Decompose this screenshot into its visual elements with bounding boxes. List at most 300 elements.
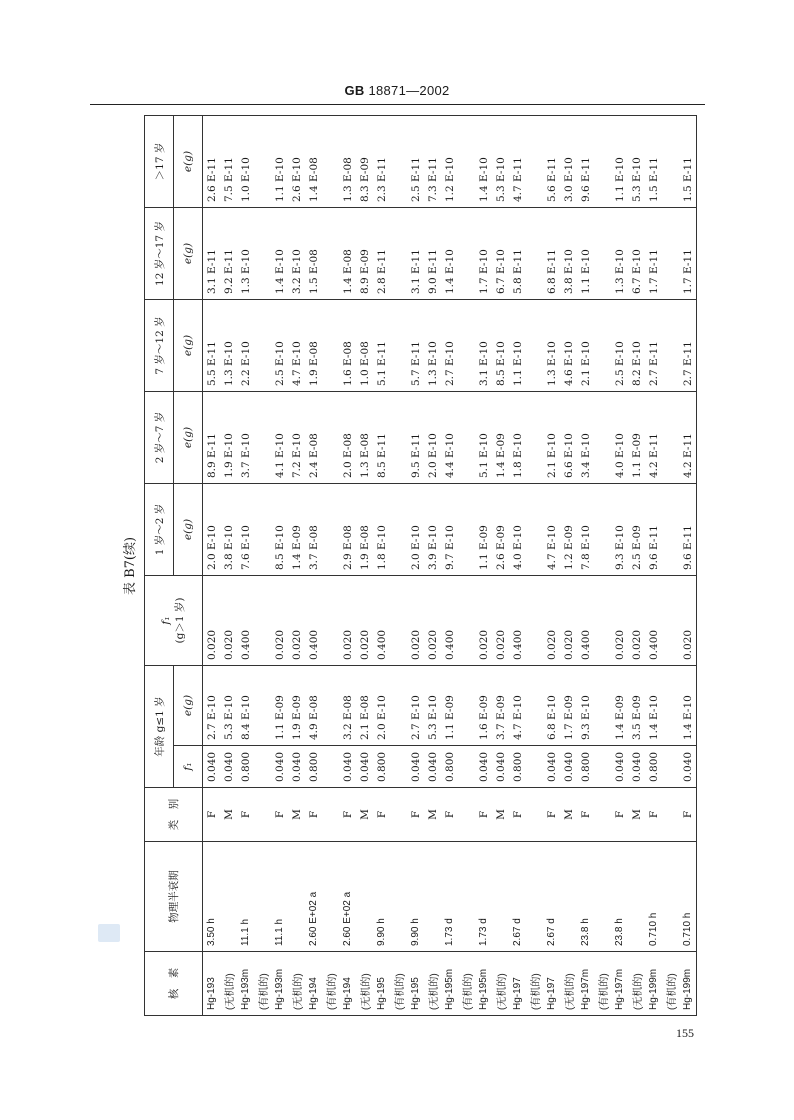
cell-nuclide: (有机的) — [526, 952, 543, 1016]
cell-f1: 0.040 — [203, 746, 221, 788]
cell-nuclide: (有机的) — [662, 952, 679, 1016]
cell-e-age-12-17 — [594, 208, 611, 300]
cell-e-age-2-7: 4.2 E-11 — [645, 392, 662, 484]
header-age-1-2: 1 岁～2 岁 — [145, 484, 174, 576]
cell-e-age-7-12: 2.1 E-10 — [577, 300, 594, 392]
table-row — [594, 116, 611, 1016]
cell-nuclide: (无机的) — [628, 952, 645, 1016]
cell-e-age-1-2 — [594, 484, 611, 576]
cell-half-life — [560, 842, 577, 952]
table-row — [679, 116, 697, 1016]
cell-e-age-1-2: 7.6 E-10 — [237, 484, 254, 576]
cell-e-age-2-7: 8.9 E-11 — [203, 392, 221, 484]
table-body — [203, 116, 697, 1016]
cell-e-age-1-2: 2.5 E-09 — [628, 484, 645, 576]
cell-nuclide: (无机的) — [220, 952, 237, 1016]
cell-half-life — [424, 842, 441, 952]
cell-e-age-12-17: 3.1 E-11 — [203, 208, 221, 300]
table-row — [475, 116, 492, 1016]
standard-code-number: 18871—2002 — [368, 83, 450, 98]
cell-e-age-12-17: 2.8 E-11 — [373, 208, 390, 300]
table-row — [203, 116, 221, 1016]
header-nuclide: 核 素 — [145, 952, 203, 1016]
cell-e-age-gt17: 2.6 E-11 — [203, 116, 221, 208]
cell-f1: 0.040 — [628, 746, 645, 788]
cell-e-age-12-17: 1.3 E-10 — [611, 208, 628, 300]
cell-e-age-le1: 8.4 E-10 — [237, 666, 254, 746]
cell-nuclide: Hg-195m — [475, 952, 492, 1016]
cell-e-age-12-17: 6.7 E-10 — [492, 208, 509, 300]
cell-e-age-1-2: 1.9 E-08 — [356, 484, 373, 576]
cell-e-age-1-2: 1.1 E-09 — [475, 484, 492, 576]
cell-e-age-le1 — [526, 666, 543, 746]
cell-e-age-1-2: 2.6 E-09 — [492, 484, 509, 576]
table-row — [662, 116, 679, 1016]
cell-f1-gt1: 0.400 — [577, 576, 594, 666]
cell-e-age-2-7 — [458, 392, 475, 484]
cell-e-age-2-7: 4.4 E-10 — [441, 392, 458, 484]
cell-f1: 0.040 — [475, 746, 492, 788]
cell-f1-gt1 — [526, 576, 543, 666]
cell-e-age-2-7 — [526, 392, 543, 484]
header-row-1 — [145, 116, 174, 1016]
cell-class: F — [373, 788, 390, 842]
cell-e-age-1-2: 9.3 E-10 — [611, 484, 628, 576]
cell-e-age-gt17 — [322, 116, 339, 208]
cell-f1-gt1: 0.020 — [220, 576, 237, 666]
cell-e-age-12-17: 9.2 E-11 — [220, 208, 237, 300]
watermark-badge — [98, 924, 120, 942]
cell-e-age-12-17 — [254, 208, 271, 300]
cell-f1: 0.800 — [373, 746, 390, 788]
cell-e-age-2-7: 6.6 E-10 — [560, 392, 577, 484]
cell-class: F — [237, 788, 254, 842]
cell-nuclide: Hg-193m — [237, 952, 254, 1016]
cell-e-age-1-2: 7.8 E-10 — [577, 484, 594, 576]
cell-e-age-gt17: 5.6 E-11 — [543, 116, 560, 208]
cell-f1-gt1: 0.020 — [628, 576, 645, 666]
cell-class: F — [611, 788, 628, 842]
cell-e-age-2-7: 3.7 E-10 — [237, 392, 254, 484]
cell-nuclide: (无机的) — [560, 952, 577, 1016]
cell-e-age-7-12: 1.6 E-08 — [339, 300, 356, 392]
page-number: 155 — [676, 1026, 694, 1040]
cell-e-age-le1: 5.3 E-10 — [424, 666, 441, 746]
cell-e-age-2-7 — [322, 392, 339, 484]
cell-e-age-12-17: 1.4 E-08 — [339, 208, 356, 300]
cell-e-age-7-12: 1.0 E-08 — [356, 300, 373, 392]
cell-e-age-gt17: 2.6 E-10 — [288, 116, 305, 208]
cell-class: M — [492, 788, 509, 842]
cell-e-age-le1: 1.4 E-09 — [611, 666, 628, 746]
cell-e-age-1-2: 8.5 E-10 — [271, 484, 288, 576]
cell-e-age-12-17: 1.7 E-11 — [679, 208, 697, 300]
cell-e-age-7-12: 8.2 E-10 — [628, 300, 645, 392]
cell-e-age-2-7: 1.8 E-10 — [509, 392, 526, 484]
table-row — [458, 116, 475, 1016]
cell-e-age-12-17 — [526, 208, 543, 300]
cell-e-age-le1 — [662, 666, 679, 746]
cell-nuclide: (有机的) — [254, 952, 271, 1016]
table-row — [373, 116, 390, 1016]
cell-f1-gt1: 0.020 — [492, 576, 509, 666]
cell-half-life: 11.1 h — [271, 842, 288, 952]
standard-code-prefix: GB — [344, 83, 365, 98]
cell-e-age-12-17 — [662, 208, 679, 300]
cell-e-age-le1: 1.6 E-09 — [475, 666, 492, 746]
cell-class: F — [339, 788, 356, 842]
cell-half-life — [390, 842, 407, 952]
cell-e-age-gt17 — [254, 116, 271, 208]
header-eg-2: e(g) — [174, 392, 203, 484]
header-age-gt17: ＞17 岁 — [145, 116, 174, 208]
cell-e-age-1-2: 4.0 E-10 — [509, 484, 526, 576]
cell-nuclide: Hg-194 — [305, 952, 322, 1016]
cell-f1: 0.040 — [356, 746, 373, 788]
header-half-life: 物理半衰期 — [145, 842, 203, 952]
cell-nuclide: Hg-193m — [271, 952, 288, 1016]
cell-nuclide: Hg-193 — [203, 952, 221, 1016]
cell-e-age-2-7: 1.4 E-09 — [492, 392, 509, 484]
cell-e-age-le1: 1.7 E-09 — [560, 666, 577, 746]
cell-e-age-gt17: 1.5 E-11 — [679, 116, 697, 208]
cell-f1-gt1: 0.020 — [407, 576, 424, 666]
cell-nuclide: (有机的) — [322, 952, 339, 1016]
cell-e-age-2-7: 9.5 E-11 — [407, 392, 424, 484]
cell-half-life — [594, 842, 611, 952]
cell-f1: 0.800 — [577, 746, 594, 788]
cell-f1-gt1: 0.020 — [560, 576, 577, 666]
dose-coefficient-table — [144, 115, 697, 1016]
cell-e-age-le1 — [458, 666, 475, 746]
cell-f1-gt1: 0.020 — [543, 576, 560, 666]
cell-f1 — [526, 746, 543, 788]
cell-f1: 0.040 — [679, 746, 697, 788]
cell-e-age-gt17: 1.4 E-08 — [305, 116, 322, 208]
table-row — [492, 116, 509, 1016]
cell-f1: 0.040 — [271, 746, 288, 788]
cell-half-life: 2.60 E+02 a — [339, 842, 356, 952]
cell-half-life: 2.67 d — [543, 842, 560, 952]
cell-e-age-2-7: 5.1 E-10 — [475, 392, 492, 484]
cell-e-age-1-2 — [254, 484, 271, 576]
header-eg-4: e(g) — [174, 208, 203, 300]
cell-class — [322, 788, 339, 842]
cell-nuclide: (无机的) — [288, 952, 305, 1016]
cell-e-age-2-7: 8.5 E-11 — [373, 392, 390, 484]
rotated-table-frame — [118, 116, 694, 1016]
cell-e-age-gt17: 1.5 E-11 — [645, 116, 662, 208]
cell-e-age-gt17 — [594, 116, 611, 208]
cell-e-age-1-2 — [390, 484, 407, 576]
table-row — [543, 116, 560, 1016]
cell-half-life: 23.8 h — [577, 842, 594, 952]
cell-e-age-12-17: 5.8 E-11 — [509, 208, 526, 300]
cell-f1-gt1: 0.020 — [271, 576, 288, 666]
cell-e-age-7-12 — [322, 300, 339, 392]
cell-e-age-le1: 1.4 E-10 — [679, 666, 697, 746]
header-eg-1: e(g) — [174, 484, 203, 576]
cell-class: F — [645, 788, 662, 842]
cell-nuclide: Hg-197m — [577, 952, 594, 1016]
cell-nuclide: Hg-199m — [679, 952, 697, 1016]
cell-e-age-7-12: 4.6 E-10 — [560, 300, 577, 392]
table-row — [220, 116, 237, 1016]
cell-e-age-gt17 — [458, 116, 475, 208]
cell-e-age-le1: 2.0 E-10 — [373, 666, 390, 746]
standard-code — [0, 83, 794, 98]
table-row — [237, 116, 254, 1016]
cell-e-age-12-17: 1.3 E-10 — [237, 208, 254, 300]
cell-half-life — [220, 842, 237, 952]
cell-e-age-2-7: 1.3 E-08 — [356, 392, 373, 484]
cell-half-life: 23.8 h — [611, 842, 628, 952]
cell-e-age-1-2: 1.8 E-10 — [373, 484, 390, 576]
cell-e-age-le1: 5.3 E-10 — [220, 666, 237, 746]
cell-half-life — [662, 842, 679, 952]
cell-half-life: 11.1 h — [237, 842, 254, 952]
cell-nuclide: (有机的) — [458, 952, 475, 1016]
cell-e-age-7-12: 1.3 E-10 — [543, 300, 560, 392]
cell-nuclide: Hg-197 — [509, 952, 526, 1016]
cell-e-age-2-7: 1.1 E-09 — [628, 392, 645, 484]
cell-nuclide: Hg-199m — [645, 952, 662, 1016]
table-row — [356, 116, 373, 1016]
cell-e-age-gt17: 1.3 E-08 — [339, 116, 356, 208]
cell-f1-gt1: 0.400 — [237, 576, 254, 666]
cell-e-age-gt17: 4.7 E-11 — [509, 116, 526, 208]
table-row — [339, 116, 356, 1016]
cell-e-age-7-12: 2.7 E-11 — [645, 300, 662, 392]
cell-f1 — [322, 746, 339, 788]
cell-e-age-1-2: 9.7 E-10 — [441, 484, 458, 576]
cell-e-age-7-12: 2.7 E-10 — [441, 300, 458, 392]
cell-class: F — [441, 788, 458, 842]
cell-e-age-7-12: 1.9 E-08 — [305, 300, 322, 392]
cell-e-age-1-2 — [322, 484, 339, 576]
cell-class: F — [203, 788, 221, 842]
cell-e-age-le1: 1.9 E-09 — [288, 666, 305, 746]
cell-half-life: 9.90 h — [373, 842, 390, 952]
cell-nuclide: Hg-194 — [339, 952, 356, 1016]
cell-e-age-12-17: 1.1 E-10 — [577, 208, 594, 300]
cell-e-age-12-17: 1.4 E-10 — [271, 208, 288, 300]
cell-f1: 0.040 — [492, 746, 509, 788]
table-row — [271, 116, 288, 1016]
cell-nuclide: (有机的) — [594, 952, 611, 1016]
table-row — [424, 116, 441, 1016]
cell-e-age-le1: 4.9 E-08 — [305, 666, 322, 746]
cell-e-age-le1: 1.4 E-10 — [645, 666, 662, 746]
cell-e-age-le1: 1.1 E-09 — [441, 666, 458, 746]
cell-f1-gt1: 0.400 — [373, 576, 390, 666]
cell-f1-gt1: 0.400 — [645, 576, 662, 666]
cell-nuclide: (有机的) — [390, 952, 407, 1016]
cell-nuclide: (无机的) — [492, 952, 509, 1016]
cell-e-age-12-17: 6.8 E-11 — [543, 208, 560, 300]
cell-class: F — [407, 788, 424, 842]
cell-half-life: 2.67 d — [509, 842, 526, 952]
cell-nuclide: Hg-195 — [407, 952, 424, 1016]
cell-e-age-1-2: 1.4 E-09 — [288, 484, 305, 576]
table-row — [288, 116, 305, 1016]
header-age-7-12: 7 岁～12 岁 — [145, 300, 174, 392]
cell-half-life: 9.90 h — [407, 842, 424, 952]
cell-e-age-2-7 — [390, 392, 407, 484]
cell-class — [390, 788, 407, 842]
cell-e-age-2-7: 3.4 E-10 — [577, 392, 594, 484]
table-row — [407, 116, 424, 1016]
cell-class — [662, 788, 679, 842]
cell-e-age-7-12: 2.7 E-11 — [679, 300, 697, 392]
table-row — [254, 116, 271, 1016]
cell-e-age-1-2: 2.9 E-08 — [339, 484, 356, 576]
cell-e-age-1-2 — [458, 484, 475, 576]
cell-half-life — [492, 842, 509, 952]
cell-e-age-gt17: 7.3 E-11 — [424, 116, 441, 208]
cell-e-age-7-12: 1.1 E-10 — [509, 300, 526, 392]
cell-e-age-7-12: 1.3 E-10 — [220, 300, 237, 392]
cell-f1-gt1: 0.020 — [203, 576, 221, 666]
header-eg-5: e(g) — [174, 116, 203, 208]
cell-e-age-le1 — [254, 666, 271, 746]
cell-nuclide: Hg-197 — [543, 952, 560, 1016]
cell-e-age-gt17: 8.3 E-09 — [356, 116, 373, 208]
cell-e-age-gt17: 1.1 E-10 — [611, 116, 628, 208]
cell-e-age-le1: 3.5 E-09 — [628, 666, 645, 746]
cell-class: M — [356, 788, 373, 842]
cell-half-life — [288, 842, 305, 952]
cell-e-age-7-12: 2.5 E-10 — [611, 300, 628, 392]
cell-e-age-2-7: 4.2 E-11 — [679, 392, 697, 484]
cell-f1-gt1: 0.020 — [288, 576, 305, 666]
cell-half-life — [458, 842, 475, 952]
cell-e-age-12-17 — [322, 208, 339, 300]
cell-f1: 0.040 — [220, 746, 237, 788]
cell-e-age-gt17 — [526, 116, 543, 208]
table-row — [577, 116, 594, 1016]
cell-nuclide: Hg-197m — [611, 952, 628, 1016]
cell-e-age-7-12 — [254, 300, 271, 392]
table-row — [628, 116, 645, 1016]
cell-e-age-le1: 2.7 E-10 — [203, 666, 221, 746]
cell-e-age-2-7: 4.1 E-10 — [271, 392, 288, 484]
cell-e-age-7-12: 3.1 E-10 — [475, 300, 492, 392]
cell-e-age-gt17: 1.0 E-10 — [237, 116, 254, 208]
cell-e-age-le1: 9.3 E-10 — [577, 666, 594, 746]
table-row — [305, 116, 322, 1016]
rotated-table-container — [118, 116, 694, 1016]
cell-e-age-1-2 — [662, 484, 679, 576]
cell-e-age-gt17: 5.3 E-10 — [492, 116, 509, 208]
cell-e-age-le1: 1.1 E-09 — [271, 666, 288, 746]
cell-e-age-12-17: 3.2 E-10 — [288, 208, 305, 300]
cell-f1 — [458, 746, 475, 788]
cell-e-age-12-17 — [390, 208, 407, 300]
cell-f1 — [254, 746, 271, 788]
cell-e-age-7-12: 5.5 E-11 — [203, 300, 221, 392]
cell-class — [526, 788, 543, 842]
cell-e-age-7-12: 8.5 E-10 — [492, 300, 509, 392]
cell-nuclide: (无机的) — [424, 952, 441, 1016]
cell-e-age-2-7 — [254, 392, 271, 484]
cell-f1-gt1 — [594, 576, 611, 666]
table-row — [560, 116, 577, 1016]
cell-e-age-12-17: 6.7 E-10 — [628, 208, 645, 300]
cell-e-age-12-17: 9.0 E-11 — [424, 208, 441, 300]
cell-e-age-le1: 6.8 E-10 — [543, 666, 560, 746]
cell-e-age-12-17: 1.7 E-10 — [475, 208, 492, 300]
cell-class: F — [271, 788, 288, 842]
cell-f1: 0.800 — [237, 746, 254, 788]
cell-e-age-12-17: 1.5 E-08 — [305, 208, 322, 300]
cell-e-age-gt17: 2.5 E-11 — [407, 116, 424, 208]
cell-class: F — [509, 788, 526, 842]
header-eg-3: e(g) — [174, 300, 203, 392]
cell-e-age-1-2: 3.8 E-10 — [220, 484, 237, 576]
header-age-le1: 年龄 g≤1 岁 — [145, 666, 174, 788]
cell-half-life: 2.60 E+02 a — [305, 842, 322, 952]
cell-nuclide: Hg-195 — [373, 952, 390, 1016]
cell-class — [458, 788, 475, 842]
cell-e-age-le1: 3.2 E-08 — [339, 666, 356, 746]
cell-e-age-1-2: 1.2 E-09 — [560, 484, 577, 576]
cell-e-age-gt17 — [390, 116, 407, 208]
cell-f1-gt1 — [322, 576, 339, 666]
cell-e-age-2-7: 4.0 E-10 — [611, 392, 628, 484]
cell-e-age-gt17: 1.4 E-10 — [475, 116, 492, 208]
cell-half-life: 1.73 d — [441, 842, 458, 952]
header-f1-gt1-line1: f₁ — [160, 616, 172, 625]
cell-f1-gt1: 0.400 — [305, 576, 322, 666]
cell-f1 — [662, 746, 679, 788]
cell-e-age-12-17: 1.4 E-10 — [441, 208, 458, 300]
cell-e-age-gt17: 1.2 E-10 — [441, 116, 458, 208]
cell-half-life: 0.710 h — [679, 842, 697, 952]
cell-e-age-12-17: 8.9 E-09 — [356, 208, 373, 300]
cell-e-age-2-7 — [594, 392, 611, 484]
cell-e-age-7-12: 2.5 E-10 — [271, 300, 288, 392]
table-row — [526, 116, 543, 1016]
cell-f1 — [390, 746, 407, 788]
cell-e-age-1-2: 2.0 E-10 — [407, 484, 424, 576]
cell-e-age-2-7: 2.1 E-10 — [543, 392, 560, 484]
cell-f1-gt1: 0.400 — [509, 576, 526, 666]
header-f1-gt1 — [145, 576, 203, 666]
cell-e-age-12-17: 3.8 E-10 — [560, 208, 577, 300]
cell-class: F — [305, 788, 322, 842]
cell-f1-gt1: 0.020 — [611, 576, 628, 666]
cell-half-life — [356, 842, 373, 952]
cell-e-age-gt17: 5.3 E-10 — [628, 116, 645, 208]
cell-e-age-1-2 — [526, 484, 543, 576]
cell-e-age-gt17: 1.1 E-10 — [271, 116, 288, 208]
cell-e-age-1-2: 3.9 E-10 — [424, 484, 441, 576]
cell-e-age-le1: 3.7 E-09 — [492, 666, 509, 746]
cell-e-age-gt17: 2.3 E-11 — [373, 116, 390, 208]
cell-f1-gt1 — [458, 576, 475, 666]
cell-e-age-7-12 — [458, 300, 475, 392]
cell-e-age-le1 — [322, 666, 339, 746]
cell-e-age-7-12: 5.1 E-11 — [373, 300, 390, 392]
cell-e-age-12-17: 3.1 E-11 — [407, 208, 424, 300]
cell-e-age-2-7 — [662, 392, 679, 484]
cell-e-age-12-17: 1.7 E-11 — [645, 208, 662, 300]
cell-e-age-7-12 — [526, 300, 543, 392]
table-row — [509, 116, 526, 1016]
cell-half-life: 3.50 h — [203, 842, 221, 952]
cell-half-life — [526, 842, 543, 952]
